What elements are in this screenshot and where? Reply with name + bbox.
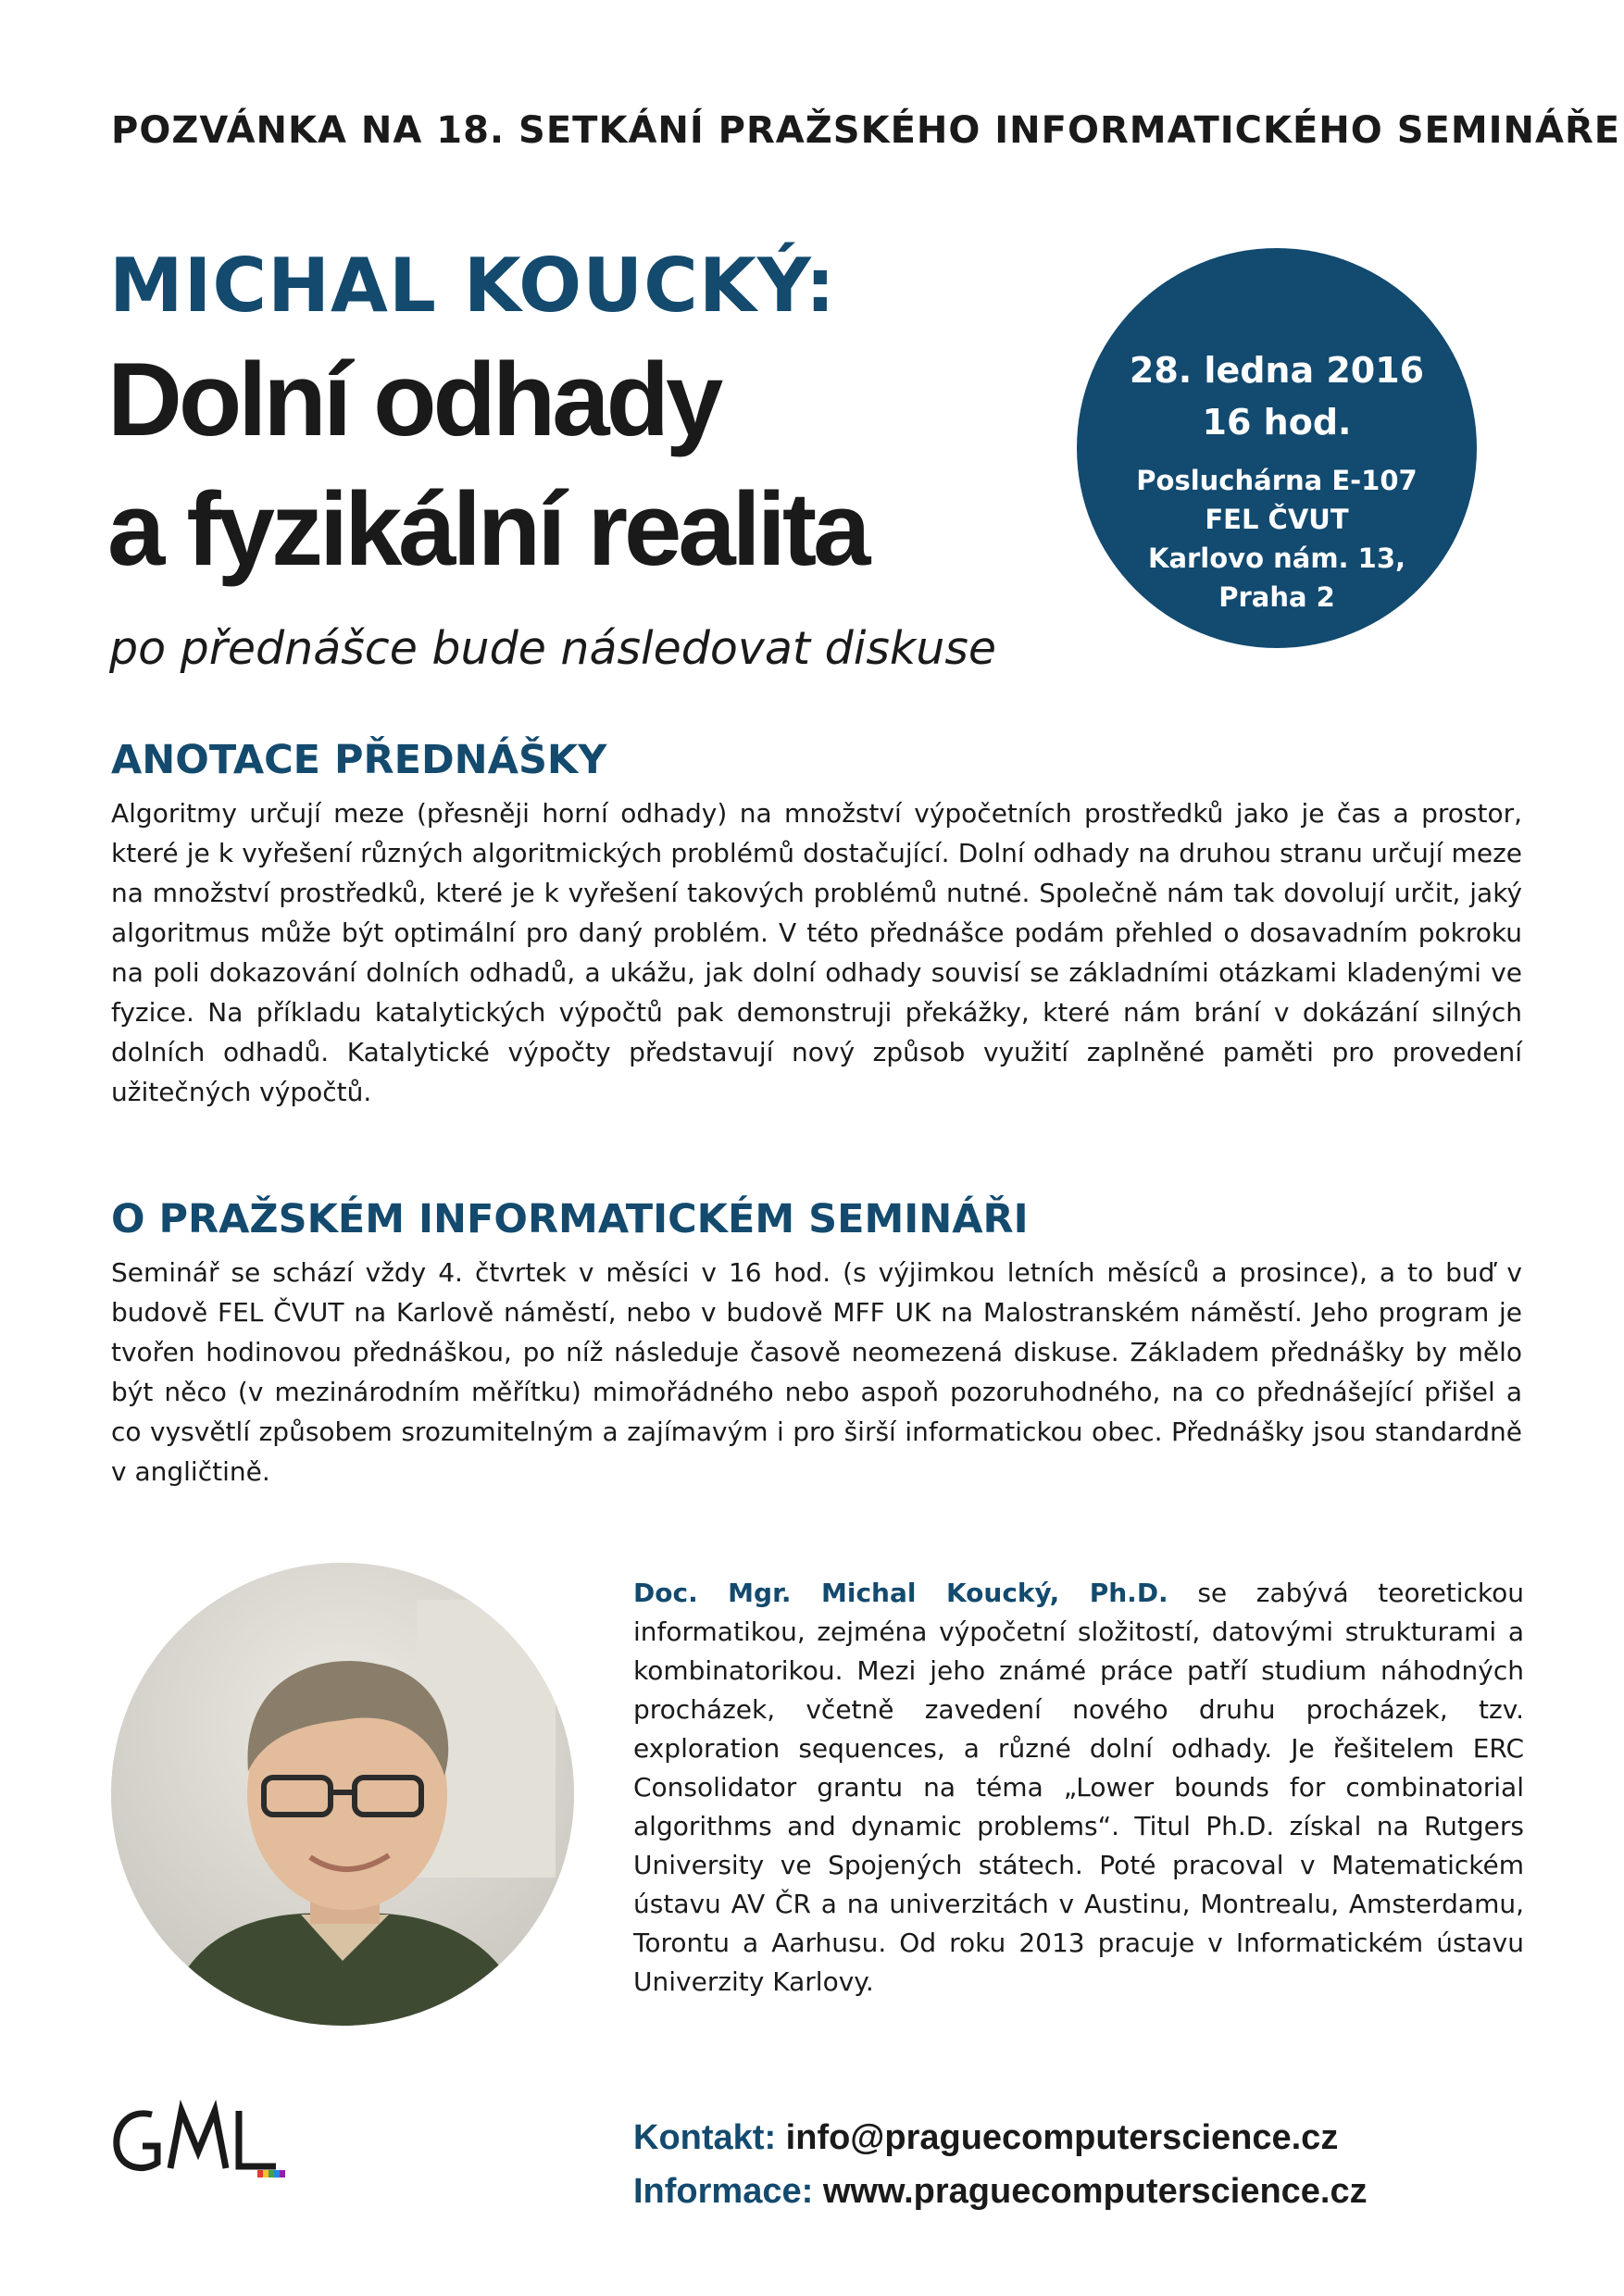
location-line-2: FEL ČVUT xyxy=(1205,504,1349,535)
info-row xyxy=(633,2165,1368,2218)
title-line-2: a fyzikální realita xyxy=(107,471,868,587)
seminar-text: Seminář se schází vždy 4. čtvrtek v měsíci v 16 hod. (s výjimkou letních měsíců a prosince), a to buď v budově FEL ČVUT na Karlově náměstí, nebo v budově MFF UK na Malostranském náměstí. Jeho program je tvořen hodinovou přednáškou, po níž následuje časově neomezená diskuse. Základem přednášky by mělo být něco (v mezinárodním měřítku) mimořádného nebo aspoň pozoruhodného, na co přednášející přišel a co vysvětlí způsobem srozumitelným a zajímavým i pro širší informatickou obec. Přednášky jsou standardně v angličtině. xyxy=(111,1257,1522,1487)
lecture-title xyxy=(107,335,1080,594)
seminar-heading: O PRAŽSKÉM INFORMATICKÉM SEMINÁŘI xyxy=(111,1196,1029,1242)
bio-text: se zabývá teoretickou informatikou, zejména výpočetní složitostí, datovými strukturami a kombinatorikou. Mezi jeho známé práce patří studium náhodných procházek, včetně zavedení nového druhu procházek, tzv. exploration sequences, a různé dolní odhady. Je řešitelem ERC Consolidator grantu na téma „Lower bounds for combinatorial algorithms and dynamic problems“. Titul Ph.D. získal na Rutgers University ve Spojených státech. Poté pracoval v Matematickém ústavu AV ČR a na univerzitách v Austinu, Montrealu, Amsterdamu, Torontu a Aarhusu. Od roku 2013 pracuje v Informatickém ústavu Univerzity Karlovy. xyxy=(633,1578,1525,1997)
page-header: POZVÁNKA NA 18. SETKÁNÍ PRAŽSKÉHO INFORMATICKÉHO SEMINÁŘE xyxy=(111,109,1621,152)
info-web-link[interactable]: www.praguecomputerscience.cz xyxy=(822,2172,1368,2211)
location-line-1: Posluchárna E-107 xyxy=(1136,465,1418,496)
annotation-heading: ANOTACE PŘEDNÁŠKY xyxy=(111,737,607,783)
contact-block xyxy=(633,2111,1368,2218)
location-line-4: Praha 2 xyxy=(1218,581,1335,613)
info-label: Informace: xyxy=(633,2172,814,2211)
contact-label: Kontakt: xyxy=(633,2118,777,2157)
gml-logo xyxy=(109,2098,294,2200)
event-info-circle xyxy=(1077,248,1477,648)
event-datetime xyxy=(1077,344,1477,448)
gml-logo-image xyxy=(109,2098,294,2200)
location-line-3: Karlovo nám. 13, xyxy=(1147,543,1406,574)
event-time: 16 hod. xyxy=(1202,402,1352,443)
speaker-bio xyxy=(633,1574,1524,2002)
contact-row xyxy=(633,2111,1368,2165)
speaker-photo xyxy=(111,1563,574,2026)
title-line-1: Dolní odhady xyxy=(107,342,720,457)
annotation-text: Algoritmy určují meze (přesněji horní odhady) na množství výpočetních prostředků jako je čas a prostor, které je k vyřešení různých algoritmických problémů dostačující. Dolní odhady na druhou stranu určují meze na množství prostředků, které je k vyřešení takových problémů nutné. Společně nám tak dovolují určit, jaký algoritmus může být optimální pro daný problém. V této přednášce podám přehled o dosavadním pokroku na poli dokazování dolních odhadů, a ukážu, jak dolní odhady souvisí se základními otázkami kladenými ve fyzice. Na příkladu katalytických výpočtů pak demonstruji překážky, které nám brání v dokázání silných dolních odhadů. Katalytické výpočty představují nový způsob využití zaplněné paměti pro provedení užitečných výpočtů. xyxy=(111,798,1522,1107)
event-location xyxy=(1077,461,1477,617)
subtitle: po přednášce bude následovat diskuse xyxy=(109,622,997,675)
bio-name: Doc. Mgr. Michal Koucký, Ph.D. xyxy=(633,1578,1168,1608)
speaker-name: MICHAL KOUCKÝ: xyxy=(109,243,836,329)
event-date: 28. ledna 2016 xyxy=(1129,350,1425,391)
contact-email-link[interactable]: info@praguecomputerscience.cz xyxy=(785,2118,1339,2157)
speaker-portrait-image xyxy=(111,1563,574,2026)
